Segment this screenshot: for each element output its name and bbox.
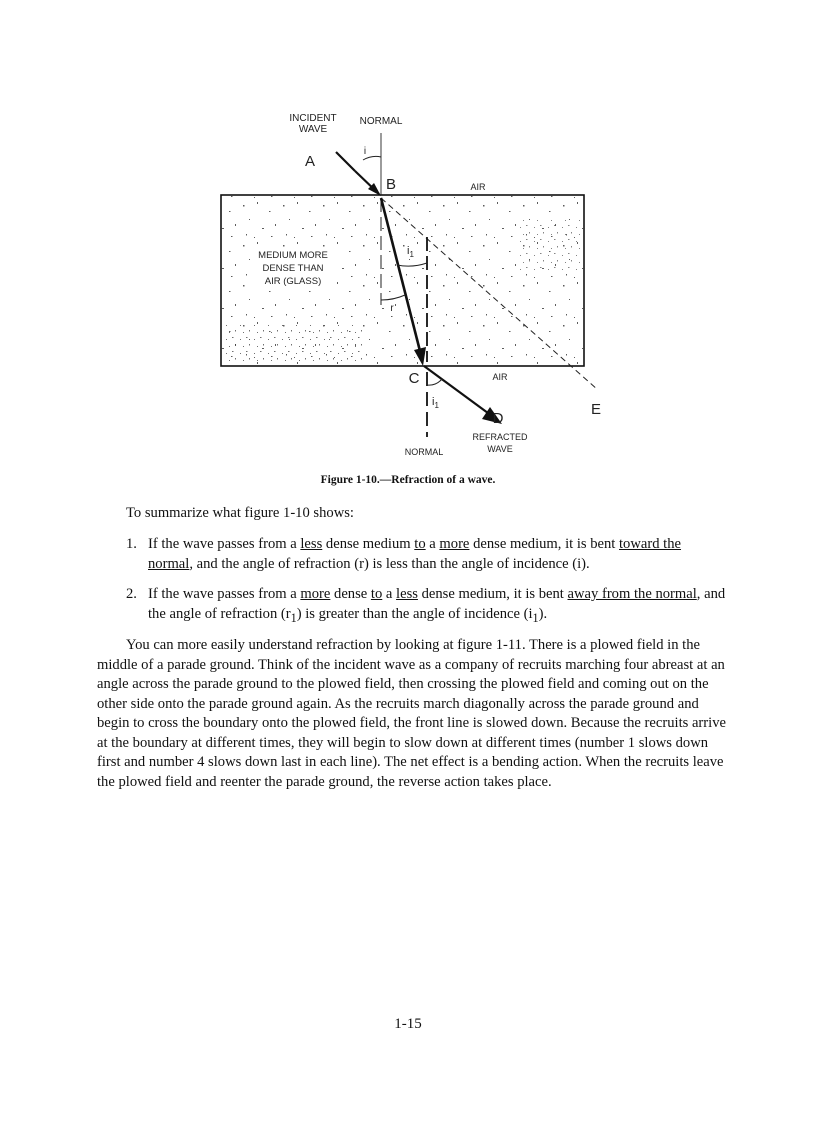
glass-texture-right (520, 220, 582, 270)
normal-bottom-label: NORMAL (404, 447, 444, 457)
medium-label-line1: MEDIUM MORE (258, 250, 328, 261)
angle-i-label: i (363, 146, 367, 157)
summary-paragraph: You can more easily understand refraction by looking at figure 1-11. There is a plowed field in the middle of a parade ground. Think of the incident wave as a company of recruits marching four abreast at an angle across the parade ground to the plowed field, then crossing the plowed field and coming out on the other side onto the parade ground again. As the recruits march diagonally across the parade ground and begin to cross the boundary onto the plowed field, the front line is slowed down. Because the recruits arrive at the boundary at different times, they will begin to slow down at different times (number 1 slows down first and number 4 slows down last in each line). The net effect is a bending action. When the recruits leave the plowed field and reenter the parade ground, the reverse action takes place. (97, 637, 726, 790)
intro-paragraph: To summarize what figure 1-10 shows: (126, 505, 354, 521)
point-c-label: C (408, 370, 420, 387)
list-item (126, 535, 726, 574)
point-b-label: B (385, 176, 397, 193)
figure-caption: Figure 1-10.—Refraction of a wave. (320, 474, 496, 486)
normal-top-label: NORMAL (359, 116, 403, 127)
page-number: 1-15 (394, 1016, 422, 1032)
incident-wave-label-line2: WAVE (298, 124, 328, 135)
refraction-figure (0, 0, 816, 470)
refracted-wave-label-line2: WAVE (487, 444, 513, 454)
list-item (126, 585, 726, 628)
medium-label-line2: DENSE THAN (262, 263, 324, 274)
angle-r-label: r (390, 303, 394, 314)
list-number: 2. (126, 586, 137, 602)
incident-ray-tail (336, 152, 355, 171)
list-number: 1. (126, 536, 137, 552)
air-top-label: AIR (470, 182, 486, 192)
angle-i1-bottom-label: $i_1$ (432, 396, 439, 410)
list-text: If the wave passes from a more dense to a less dense medium, it is bent away from the normal, and the angle of refraction $(r_1)$ is greater than the angle of incidence $(i_1)$. (148, 586, 726, 625)
incident-wave-label-line1: INCIDENT (289, 113, 337, 124)
air-bottom-label: AIR (492, 372, 508, 382)
refracted-wave-label-line1: REFRACTED (472, 432, 528, 442)
glass-texture-bottom (222, 325, 362, 365)
angle-i1-bottom-arc (427, 379, 442, 385)
list-text: If the wave passes from a less dense medium to a more dense medium, it is bent toward the normal, and the angle of refraction (r) is less than the angle of incidence (i). (148, 536, 682, 572)
medium-label-line3: AIR (GLASS) (264, 276, 322, 287)
angle-i1-top-label: $i_1$ (407, 245, 414, 259)
point-e-label: E (590, 401, 602, 418)
point-a-label: A (304, 153, 316, 170)
point-d-label: D (492, 410, 504, 427)
